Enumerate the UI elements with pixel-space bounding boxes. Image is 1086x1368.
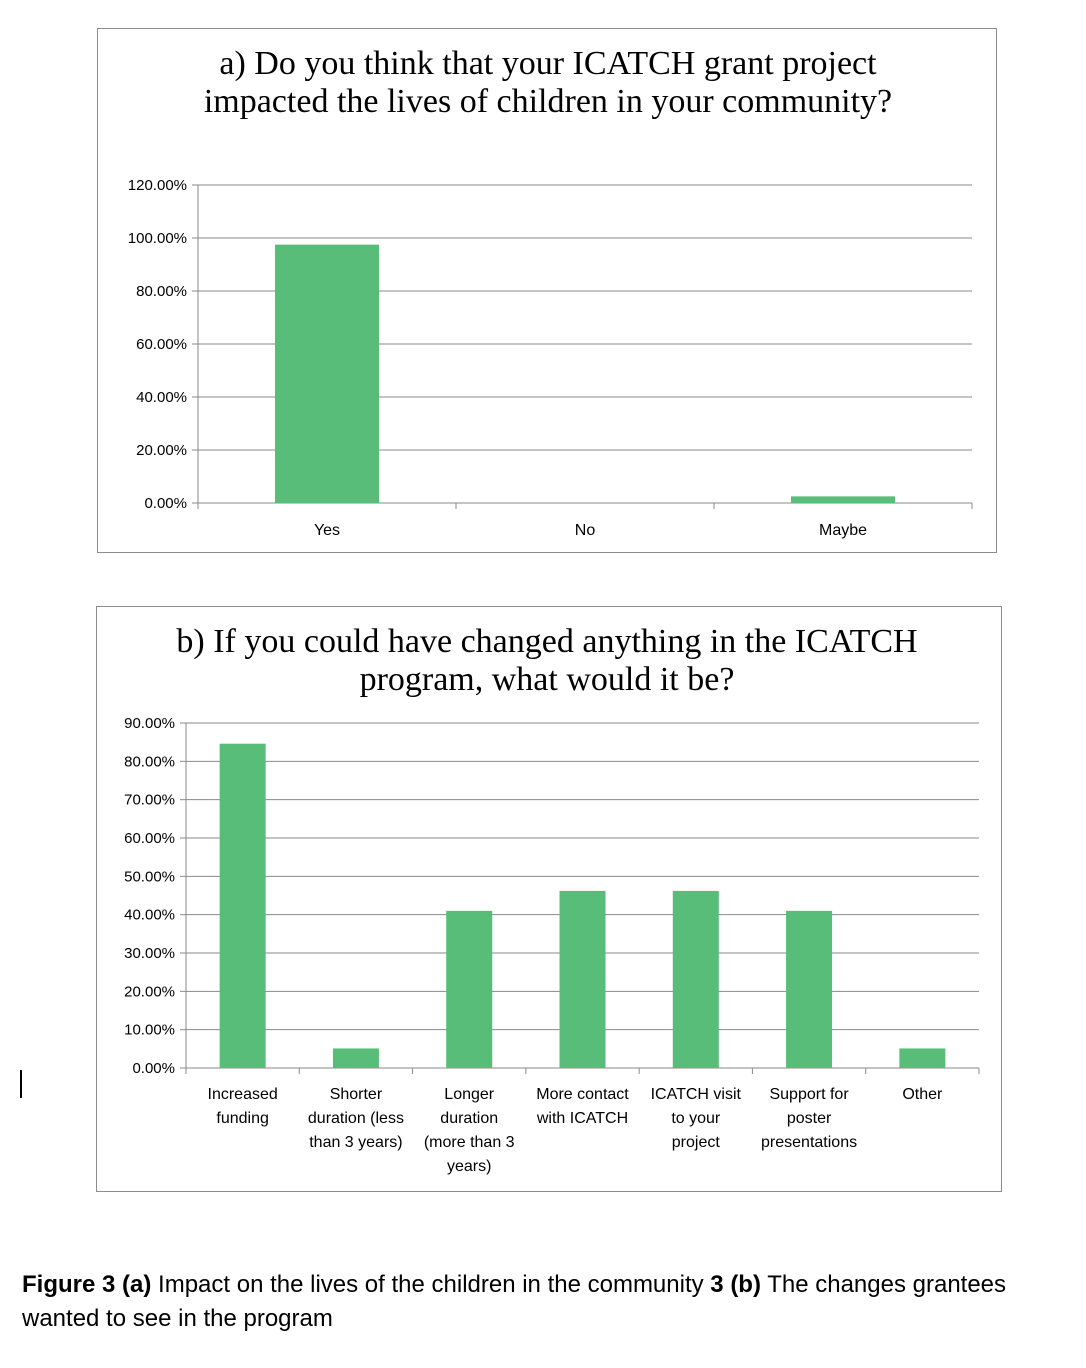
- chart-a-y-tick-label: 0.00%: [144, 495, 187, 512]
- chart-a-x-tick-label: Maybe: [818, 522, 868, 539]
- chart-b-bar: [560, 891, 606, 1068]
- chart-b-y-tick-label: 70.00%: [124, 791, 175, 809]
- chart-b-bar: [333, 1048, 379, 1068]
- chart-a-y-tick-label: 100.00%: [127, 230, 187, 247]
- chart-b-bar: [220, 744, 266, 1068]
- chart-b-bar: [446, 911, 492, 1068]
- chart-b-x-tick-label: Support for poster presentations: [761, 1086, 858, 1151]
- text-cursor: [20, 1070, 22, 1098]
- caption-text-b: The changes grantees wanted to see in the program: [22, 1271, 1007, 1332]
- chart-b-x-tick-label: Shorter duration (less than 3 years): [307, 1086, 404, 1151]
- chart-b-x-tick-label: More contact with ICATCH: [536, 1086, 629, 1127]
- chart-b-x-tick-label: ICATCH visit to your project: [650, 1086, 741, 1151]
- chart-a-title: a) Do you think that your ICATCH grant project impacted the lives of children in your community?: [203, 45, 893, 121]
- chart-b-title: b) If you could have changed anything in the ICATCH program, what would it be?: [176, 623, 918, 699]
- chart-a-y-tick-label: 120.00%: [127, 177, 187, 194]
- chart-b-x-tick-label: Increased funding: [207, 1086, 278, 1127]
- chart-a-y-tick-label: 20.00%: [136, 442, 187, 459]
- chart-b-y-tick-label: 90.00%: [124, 715, 175, 732]
- chart-b-x-tick-label: Longer duration (more than 3 years): [423, 1086, 515, 1175]
- chart-b-y-tick-label: 0.00%: [132, 1060, 175, 1077]
- chart-b-bar: [673, 891, 719, 1068]
- caption-text-a: Impact on the lives of the children in the community: [151, 1271, 711, 1298]
- chart-a-x-tick-label: Yes: [313, 522, 341, 539]
- chart-a-x-tick-label: No: [574, 522, 596, 539]
- caption-figure-b-label: 3 (b): [710, 1271, 761, 1298]
- caption-figure-a-label: Figure 3 (a): [22, 1271, 152, 1298]
- chart-b-y-tick-label: 30.00%: [124, 945, 175, 962]
- chart-b-bar: [899, 1048, 945, 1068]
- chart-b-x-tick-label: Other: [902, 1086, 943, 1103]
- chart-b-y-tick-label: 10.00%: [124, 1021, 175, 1039]
- chart-b-y-tick-label: 80.00%: [124, 753, 175, 771]
- chart-b-y-tick-label: 60.00%: [124, 830, 175, 847]
- chart-b-y-tick-label: 20.00%: [124, 983, 175, 1001]
- chart-a-y-tick-label: 60.00%: [136, 336, 187, 353]
- chart-b-y-tick-label: 50.00%: [124, 868, 175, 886]
- chart-b-y-tick-label: 40.00%: [124, 906, 175, 924]
- chart-b-bar: [786, 911, 832, 1068]
- chart-a-y-tick-label: 40.00%: [136, 389, 187, 406]
- figure-caption: [22, 1268, 1072, 1336]
- chart-a-y-tick-label: 80.00%: [136, 283, 187, 300]
